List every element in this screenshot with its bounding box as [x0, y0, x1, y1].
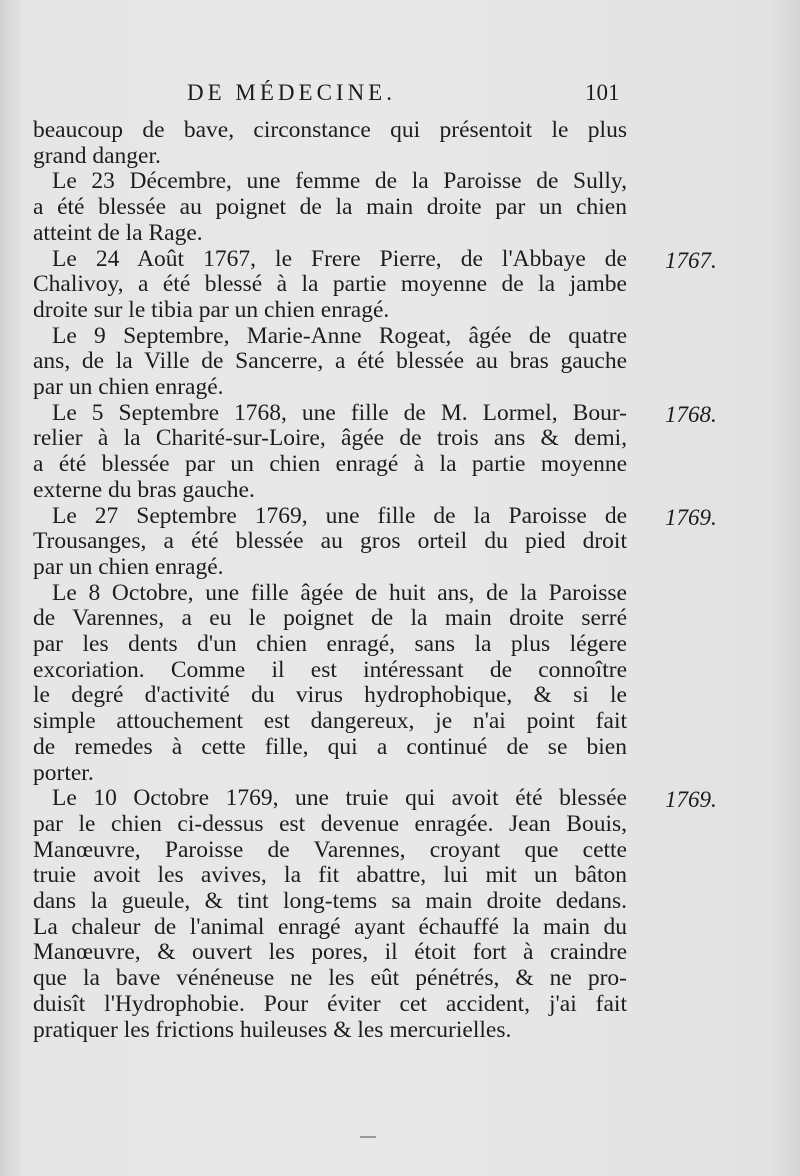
text-line: Le 8 Octobre, une fille âgée de huit ans, de la Paroisse	[52, 579, 627, 606]
text-line: Chalivoy, a été blessé à la partie moyenne de la jambe	[33, 271, 627, 298]
text-line: La chaleur de l'animal enragé ayant échauffé la main du	[33, 913, 627, 940]
text-line: duisît l'Hydrophobie. Pour éviter cet accident, j'ai fait	[33, 990, 627, 1017]
text-line: Trousanges, a été blessée au gros orteil du pied droit	[33, 528, 627, 555]
text-line: simple attouchement est dangereux, je n'ai point fait	[33, 708, 627, 735]
text-line: par un chien enragé.	[33, 553, 224, 580]
margin-year: 1767.	[665, 247, 717, 273]
text-line: le degré d'activité du virus hydrophobique, & si le	[33, 682, 627, 709]
text-line: dans la gueule, & tint long-tems sa main droite dedans.	[33, 888, 627, 914]
text-line: par un chien enragé.	[33, 374, 224, 400]
text-line: droite sur le tibia par un chien enragé.	[33, 296, 390, 323]
page-number: 101	[585, 80, 620, 105]
text-line: Le 27 Septembre 1769, une fille de la Paroisse de	[52, 502, 627, 529]
margin-year: 1769.	[665, 504, 717, 530]
text-line: relier à la Charité-sur-Loire, âgée de trois ans & demi,	[33, 425, 627, 452]
text-line: Le 5 Septembre 1768, une fille de M. Lormel, Bour-	[52, 399, 627, 426]
text-line: externe du bras gauche.	[33, 476, 255, 503]
text-line: atteint de la Rage.	[33, 219, 203, 246]
margin-year: 1768.	[665, 401, 717, 427]
text-line: a été blessée au poignet de la main droite par un chien	[33, 194, 627, 221]
running-title: DE MÉDECINE.	[187, 80, 396, 105]
text-line: pratiquer les frictions huileuses & les mercurielles.	[33, 1016, 512, 1043]
text-line: de remedes à cette fille, qui a continué de se bien	[33, 733, 627, 760]
text-line: par les dents d'un chien enragé, sans la plus légere	[33, 631, 627, 657]
text-line: que la bave vénéneuse ne les eût pénétrés, & ne pro-	[33, 965, 627, 992]
text-line: a été blessée par un chien enragé à la partie moyenne	[33, 451, 627, 478]
text-line: Le 23 Décembre, une femme de la Paroisse de Sully,	[52, 168, 627, 195]
text-line: Manœuvre, Paroisse de Varennes, croyant que cette	[33, 836, 627, 863]
text-line: par le chien ci-dessus est devenue enragée. Jean Bouis,	[33, 810, 627, 837]
text-line: beaucoup de bave, circonstance qui présentoit le plus	[33, 117, 627, 143]
text-line: Le 24 Août 1767, le Frere Pierre, de l'Abbaye de	[52, 245, 627, 272]
text-line: ans, de la Ville de Sancerre, a été blessée au bras gauche	[33, 348, 627, 375]
text-line: porter.	[33, 759, 94, 786]
text-line: Le 9 Septembre, Marie-Anne Rogeat, âgée de quatre	[52, 322, 627, 349]
footer-mark	[360, 1136, 376, 1138]
text-line: grand danger.	[33, 142, 161, 169]
text-line: Manœuvre, & ouvert les pores, il étoit fort à craindre	[33, 939, 627, 966]
page-header	[0, 80, 800, 110]
margin-year: 1769.	[665, 787, 717, 813]
text-line: Le 10 Octobre 1769, une truie qui avoit été blessée	[52, 785, 627, 812]
text-line: excoriation. Comme il est intéressant de connoître	[33, 656, 627, 683]
text-line: de Varennes, a eu le poignet de la main droite serré	[33, 605, 627, 632]
text-line: truie avoit les avives, la fit abattre, lui mit un bâton	[33, 862, 627, 889]
